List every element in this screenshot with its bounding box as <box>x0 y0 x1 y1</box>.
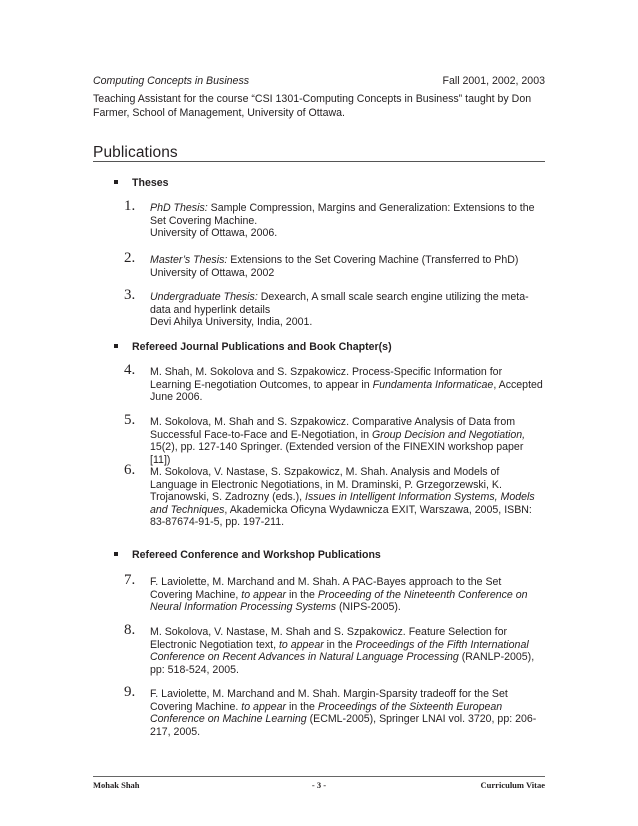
entry-plain-text: (ECML-2005), Springer LNAI vol. 3720, pp: 206-217, 2005. <box>150 713 537 738</box>
entry-text <box>150 576 544 614</box>
entry-text <box>150 688 544 738</box>
entry-text <box>150 626 544 676</box>
entry-plain-text: in the <box>286 700 318 713</box>
publication-entry <box>124 462 544 529</box>
entry-plain-text: in the <box>286 588 318 601</box>
entry-italic-text: PhD Thesis: <box>150 202 208 214</box>
entry-number: 1. <box>124 198 136 214</box>
entry-plain-text: F. Laviolette, M. Marchand and M. Shah. Margin-Sparsity tradeoff for the Set Covering Machine. <box>150 688 508 713</box>
entry-plain-text: (RANLP-2005), pp: 518-524, 2005. <box>150 651 535 676</box>
bullet-square-icon <box>114 344 118 348</box>
course-heading <box>93 75 545 87</box>
entry-plain-text: , Accepted June 2006. <box>150 378 543 404</box>
section-title: Publications <box>93 144 178 161</box>
entry-italic-text: Fundamenta Informaticae <box>372 378 494 391</box>
entry-text <box>150 254 544 279</box>
group-heading-conference: Refereed Conference and Workshop Publications <box>114 549 381 561</box>
entry-number: 4. <box>124 362 136 378</box>
entry-text <box>150 466 544 529</box>
section-divider <box>93 161 545 162</box>
entry-italic-text: Proceedings of the Sixteenth European Conference on Machine Learning <box>150 700 503 726</box>
entry-italic-text: to appear <box>241 588 287 601</box>
footer-divider <box>93 776 545 777</box>
entry-plain-text: Devi Ahilya University, India, 2001. <box>150 316 313 329</box>
bullet-square-icon <box>114 552 118 556</box>
entry-plain-text: Dexearch, A small scale search engine utilizing the meta-data and hyperlink details <box>150 291 529 316</box>
entry-italic-text: Issues in Intelligent Information Systems, Models and Techniques <box>150 491 535 516</box>
entry-text <box>150 202 544 240</box>
entry-plain-text: , Akademicka Oficyna Wydawnicza EXIT, Warszawa, 2005, ISBN: 83-87674-91-5, pp. 197-211. <box>150 503 532 529</box>
publication-entry <box>124 287 544 329</box>
publication-entry <box>124 362 544 404</box>
publication-entry <box>124 684 544 738</box>
bullet-square-icon <box>114 180 118 184</box>
footer-author: Mohak Shah <box>93 780 140 790</box>
course-description: Teaching Assistant for the course “CSI 1301-Computing Concepts in Business” taught by Don Farmer, School of Management, University of Ottawa. <box>93 93 532 119</box>
footer-page-number: - 3 - <box>311 780 327 790</box>
entry-number: 3. <box>124 287 136 303</box>
entry-number: 7. <box>124 572 136 588</box>
entry-italic-text: to appear <box>241 700 287 713</box>
footer-doc-title: Curriculum Vitae <box>480 780 545 790</box>
entry-text <box>150 291 544 329</box>
entry-number: 2. <box>124 250 136 266</box>
entry-italic-text: Proceeding of the Nineteenth Conference on Neural Information Processing Systems <box>150 588 528 614</box>
entry-italic-text: Master’s Thesis: <box>150 254 228 266</box>
course-title: Computing Concepts in Business <box>93 75 250 87</box>
entry-text <box>150 366 544 404</box>
publication-entry <box>124 198 544 240</box>
group-heading-theses: Theses <box>114 177 169 189</box>
entry-number: 5. <box>124 412 136 428</box>
entry-number: 9. <box>124 684 136 700</box>
entry-plain-text: University of Ottawa, 2006. <box>150 227 278 240</box>
publication-entry <box>124 412 544 466</box>
publication-entry <box>124 572 544 614</box>
entry-italic-text: Proceedings of the Fifth International Conference on Recent Advances in Natural Language Processing <box>150 638 529 664</box>
entry-italic-text: Undergraduate Thesis: <box>150 291 258 303</box>
entry-plain-text: in the <box>323 638 356 651</box>
entry-plain-text: Sample Compression, Margins and Generalization: Extensions to the Set Covering Machine. <box>150 202 535 227</box>
entry-italic-text: to appear <box>278 638 324 651</box>
group-heading-journal: Refereed Journal Publications and Book Chapter(s) <box>114 341 392 353</box>
entry-number: 6. <box>124 462 136 478</box>
publication-entry <box>124 250 544 279</box>
entry-plain-text: M. Sokolova, M. Shah and S. Szpakowicz. Comparative Analysis of Data from Successful Face-to-Face and E-Negotiation, in <box>150 416 516 441</box>
entry-plain-text: F. Laviolette, M. Marchand and M. Shah. A PAC-Bayes approach to the Set Covering Machine, <box>150 576 502 601</box>
entry-plain-text: (NIPS-2005). <box>336 601 401 614</box>
entry-number: 8. <box>124 622 136 638</box>
entry-plain-text: Extensions to the Set Covering Machine (Transferred to PhD) <box>227 254 519 266</box>
entry-text <box>150 416 544 466</box>
publication-entry <box>124 622 544 676</box>
entry-plain-text: M. Shah, M. Sokolova and S. Szpakowicz. Process-Specific Information for Learning E-negotiation Outcomes, to appear in <box>150 366 503 391</box>
course-dates: Fall 2001, 2002, 2003 <box>442 75 545 87</box>
entry-plain-text: M. Sokolova, V. Nastase, M. Shah and S. Szpakowicz. Feature Selection for Electronic Negotiation text, <box>150 626 508 651</box>
entry-plain-text: University of Ottawa, 2002 <box>150 266 275 279</box>
entry-italic-text: Group Decision and Negotiation, <box>372 428 526 441</box>
entry-plain-text: 15(2), pp. 127-140 Springer. (Extended version of the FINEXIN workshop paper [11]) <box>150 441 524 466</box>
entry-plain-text: M. Sokolova, V. Nastase, S. Szpakowicz, M. Shah. Analysis and Models of Language in Electronic Negotiations, in M. Draminski, P. Grzegorzewski, K. Trojanowski, S. Zadrozny (eds.), <box>150 466 502 504</box>
